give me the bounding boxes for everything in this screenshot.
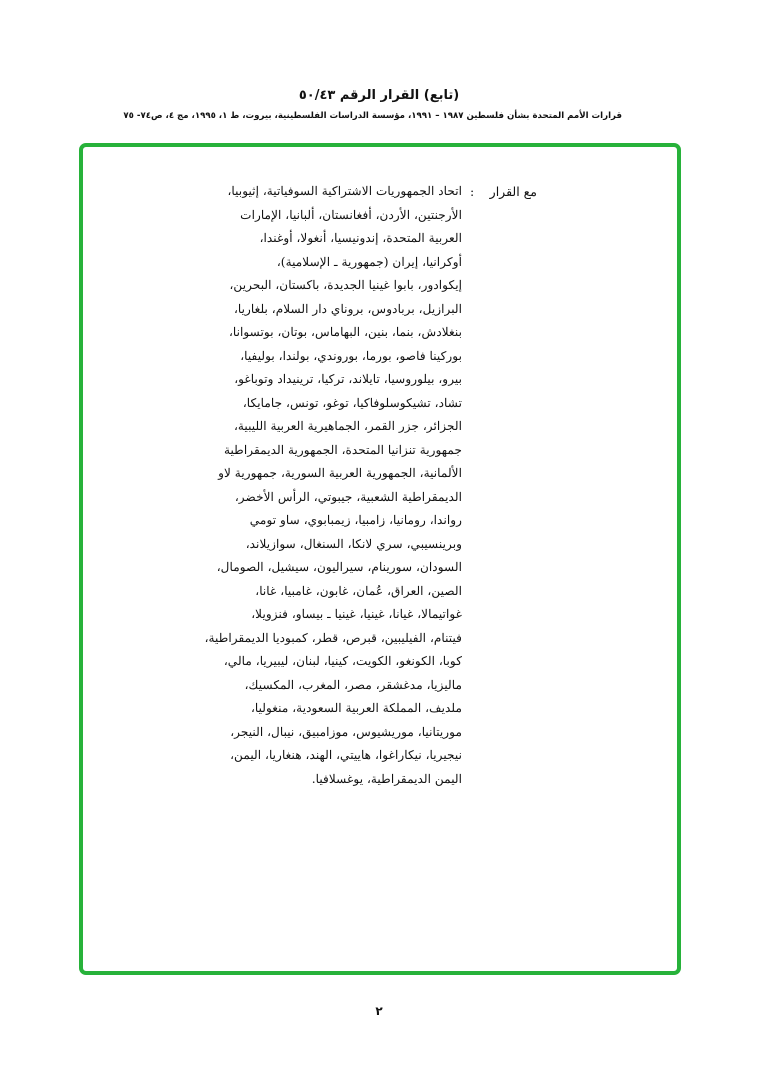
country-line: تشاد، تشيكوسلوفاكيا، توغو، تونس، جامايكا، [242, 395, 462, 410]
country-line: إيكوادور، بابوا غينيا الجديدة، باكستان، البحرين، [229, 278, 462, 292]
country-line: الديمقراطية الشعبية، جيبوتي، الرأس الأخضر، [234, 489, 462, 504]
country-line: رواندا، رومانيا، زامبيا، زيمبابوي، ساو تومي [249, 513, 462, 527]
page-number: ٢ [375, 1004, 383, 1018]
country-list [204, 180, 462, 791]
country-line: بوركينا فاصو، بورما، بوروندي، بولندا، بوليفيا، [240, 348, 462, 363]
country-line: غواتيمالا، غيانا، غينيا، غينيا ـ بيساو، فنزويلا، [251, 607, 462, 621]
country-line: وبرينسيبي، سري لانكا، السنغال، سوازيلاند، [245, 536, 462, 551]
country-line: الألمانية، الجمهورية العربية السورية، جمهورية لاو [218, 466, 462, 480]
country-line: أوكرانيا، إيران (جمهورية ـ الإسلامية)، [276, 254, 462, 269]
country-line: ملديف، المملكة العربية السعودية، منغوليا، [250, 701, 462, 715]
country-line: ماليزيا، مدغشقر، مصر، المغرب، المكسيك، [244, 677, 462, 692]
country-line: نيجيريا، نيكاراغوا، هاييتي، الهند، هنغاريا، اليمن، [230, 748, 462, 762]
country-line: الصين، العراق، عُمان، غابون، غامبيا، غانا، [255, 583, 462, 598]
country-line: السودان، سورينام، سيراليون، سيشيل، الصومال، [216, 560, 462, 574]
country-line: اتحاد الجمهوريات الاشتراكية السوفياتية، إثيوبيا، [227, 184, 462, 198]
country-line: بنغلادش، بنما، بنين، البهاماس، بوتان، بوتسوانا، [228, 325, 462, 339]
voting-label: مع القرار [489, 184, 537, 199]
source-citation: قرارات الأمم المتحدة بشأن فلسطين ١٩٨٧ – ١٩٩١، مؤسسة الدراسات الفلسطينية، بيروت، ط ١، ١٩٩٥، مج ٤، ص٧٤- ٧٥ [123, 111, 622, 121]
voting-colon: : [470, 184, 475, 199]
country-line: كوبا، الكونغو، الكويت، كينيا، لبنان، ليبيريا، مالي، [223, 654, 462, 668]
document-title: (تابع) القرار الرقم ٥٠/٤٣ [298, 88, 460, 103]
country-line: الجزائر، جزر القمر، الجماهيرية العربية الليبية، [233, 419, 462, 433]
country-line: فيتنام، الفيليبين، قبرص، قطر، كمبوديا الديمقراطية، [204, 630, 462, 645]
country-line: البرازيل، بربادوس، بروناي دار السلام، بلغاريا، [233, 301, 462, 316]
country-line: اليمن الديمقراطية، يوغسلافيا. [311, 771, 462, 786]
country-line: موريتانيا، موريشيوس، موزامبيق، نيبال، النيجر، [230, 724, 462, 739]
country-line: العربية المتحدة، إندونيسيا، أنغولا، أوغندا، [259, 231, 462, 245]
country-line: جمهورية تنزانيا المتحدة، الجمهورية الديمقراطية [223, 442, 462, 457]
country-line: الأرجنتين، الأردن، أفغانستان، ألبانيا، الإمارات [240, 207, 462, 222]
country-line: بيرو، بيلوروسيا، تايلاند، تركيا، ترينيداد وتوباغو، [234, 372, 462, 386]
